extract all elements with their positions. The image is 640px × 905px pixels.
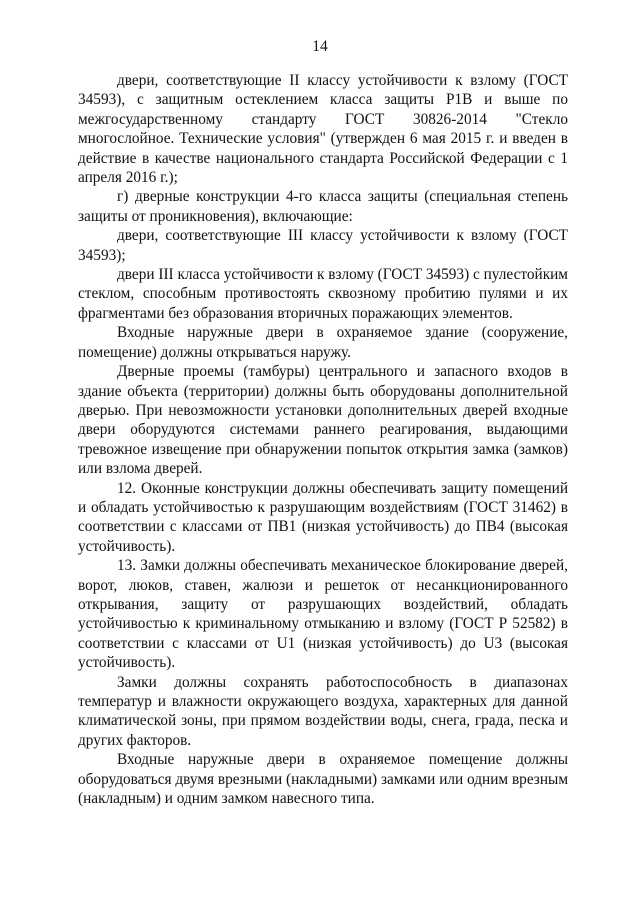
page-number: 14 [312, 38, 328, 55]
paragraph-bulletproof-doors: двери III класса устойчивости к взлому (ГОСТ 34593) с пулестойким стеклом, способным противостоять сквозному пробитию пулями и их фрагментами без образования вторичных поражающих элементов. [78, 266, 568, 322]
paragraph-item-12-windows: 12. Оконные конструкции должны обеспечивать защиту помещений и обладать устойчивостью к разрушающим воздействиям (ГОСТ 31462) в соответствии с классами от ПВ1 (низкая устойчивость) до ПВ4 (высокая устойчивость). [78, 479, 568, 555]
paragraph-doors-class-2: двери, соответствующие II классу устойчивости к взлому (ГОСТ 34593), с защитным остеклением класса защиты P1B и выше по межгосударственному стандарту ГОСТ 30826-2014 "Стекло многослойное. Технические условия" (утвержден 6 мая 2015 г. и введен в действие в качестве национального стандарта Российской Федерации с 1 апреля 2016 г.); [78, 72, 568, 187]
paragraph-door-openings-vestibules: Дверные проемы (тамбуры) центрального и запасного входов в здание объекта (территории) должны быть оборудованы дополнительной дверью. При невозможности установки дополнительных дверей входные двери оборудуются системами раннего реагирования, выдающими тревожное извещение при обнаружении попыток открытия замка (замков) или взлома дверей. [78, 363, 568, 478]
paragraph-locks-operability: Замки должны сохранять работоспособность в диапазонах температур и влажности окружающего воздуха, характерных для данной климатической зоны, при прямом воздействии воды, снега, града, песка и других факторов. [78, 673, 568, 749]
document-body [78, 71, 568, 808]
paragraph-entrance-doors-locks: Входные наружные двери в охраняемое помещение должны оборудоваться двумя врезными (накладными) замками или одним врезным (накладным) и одним замком навесного типа. [78, 751, 568, 808]
paragraph-entrance-doors-open-outward: Входные наружные двери в охраняемое здание (сооружение, помещение) должны открываться наружу. [78, 324, 568, 361]
paragraph-doors-class-3: двери, соответствующие III классу устойчивости к взлому (ГОСТ 34593); [78, 227, 568, 264]
paragraph-item-13-locks: 13. Замки должны обеспечивать механическое блокирование дверей, ворот, люков, ставен, жалюзи и решеток от несанкционированного открывания, защиту от разрушающих воздействий, обладать устойчивостью к криминальному отмыканию и взлому (ГОСТ Р 52582) в соответствии с классами от U1 (низкая устойчивость) до U3 (высокая устойчивость). [78, 557, 568, 672]
paragraph-door-class-4: г) дверные конструкции 4-го класса защиты (специальная степень защиты от проникновения), включающие: [78, 188, 568, 225]
